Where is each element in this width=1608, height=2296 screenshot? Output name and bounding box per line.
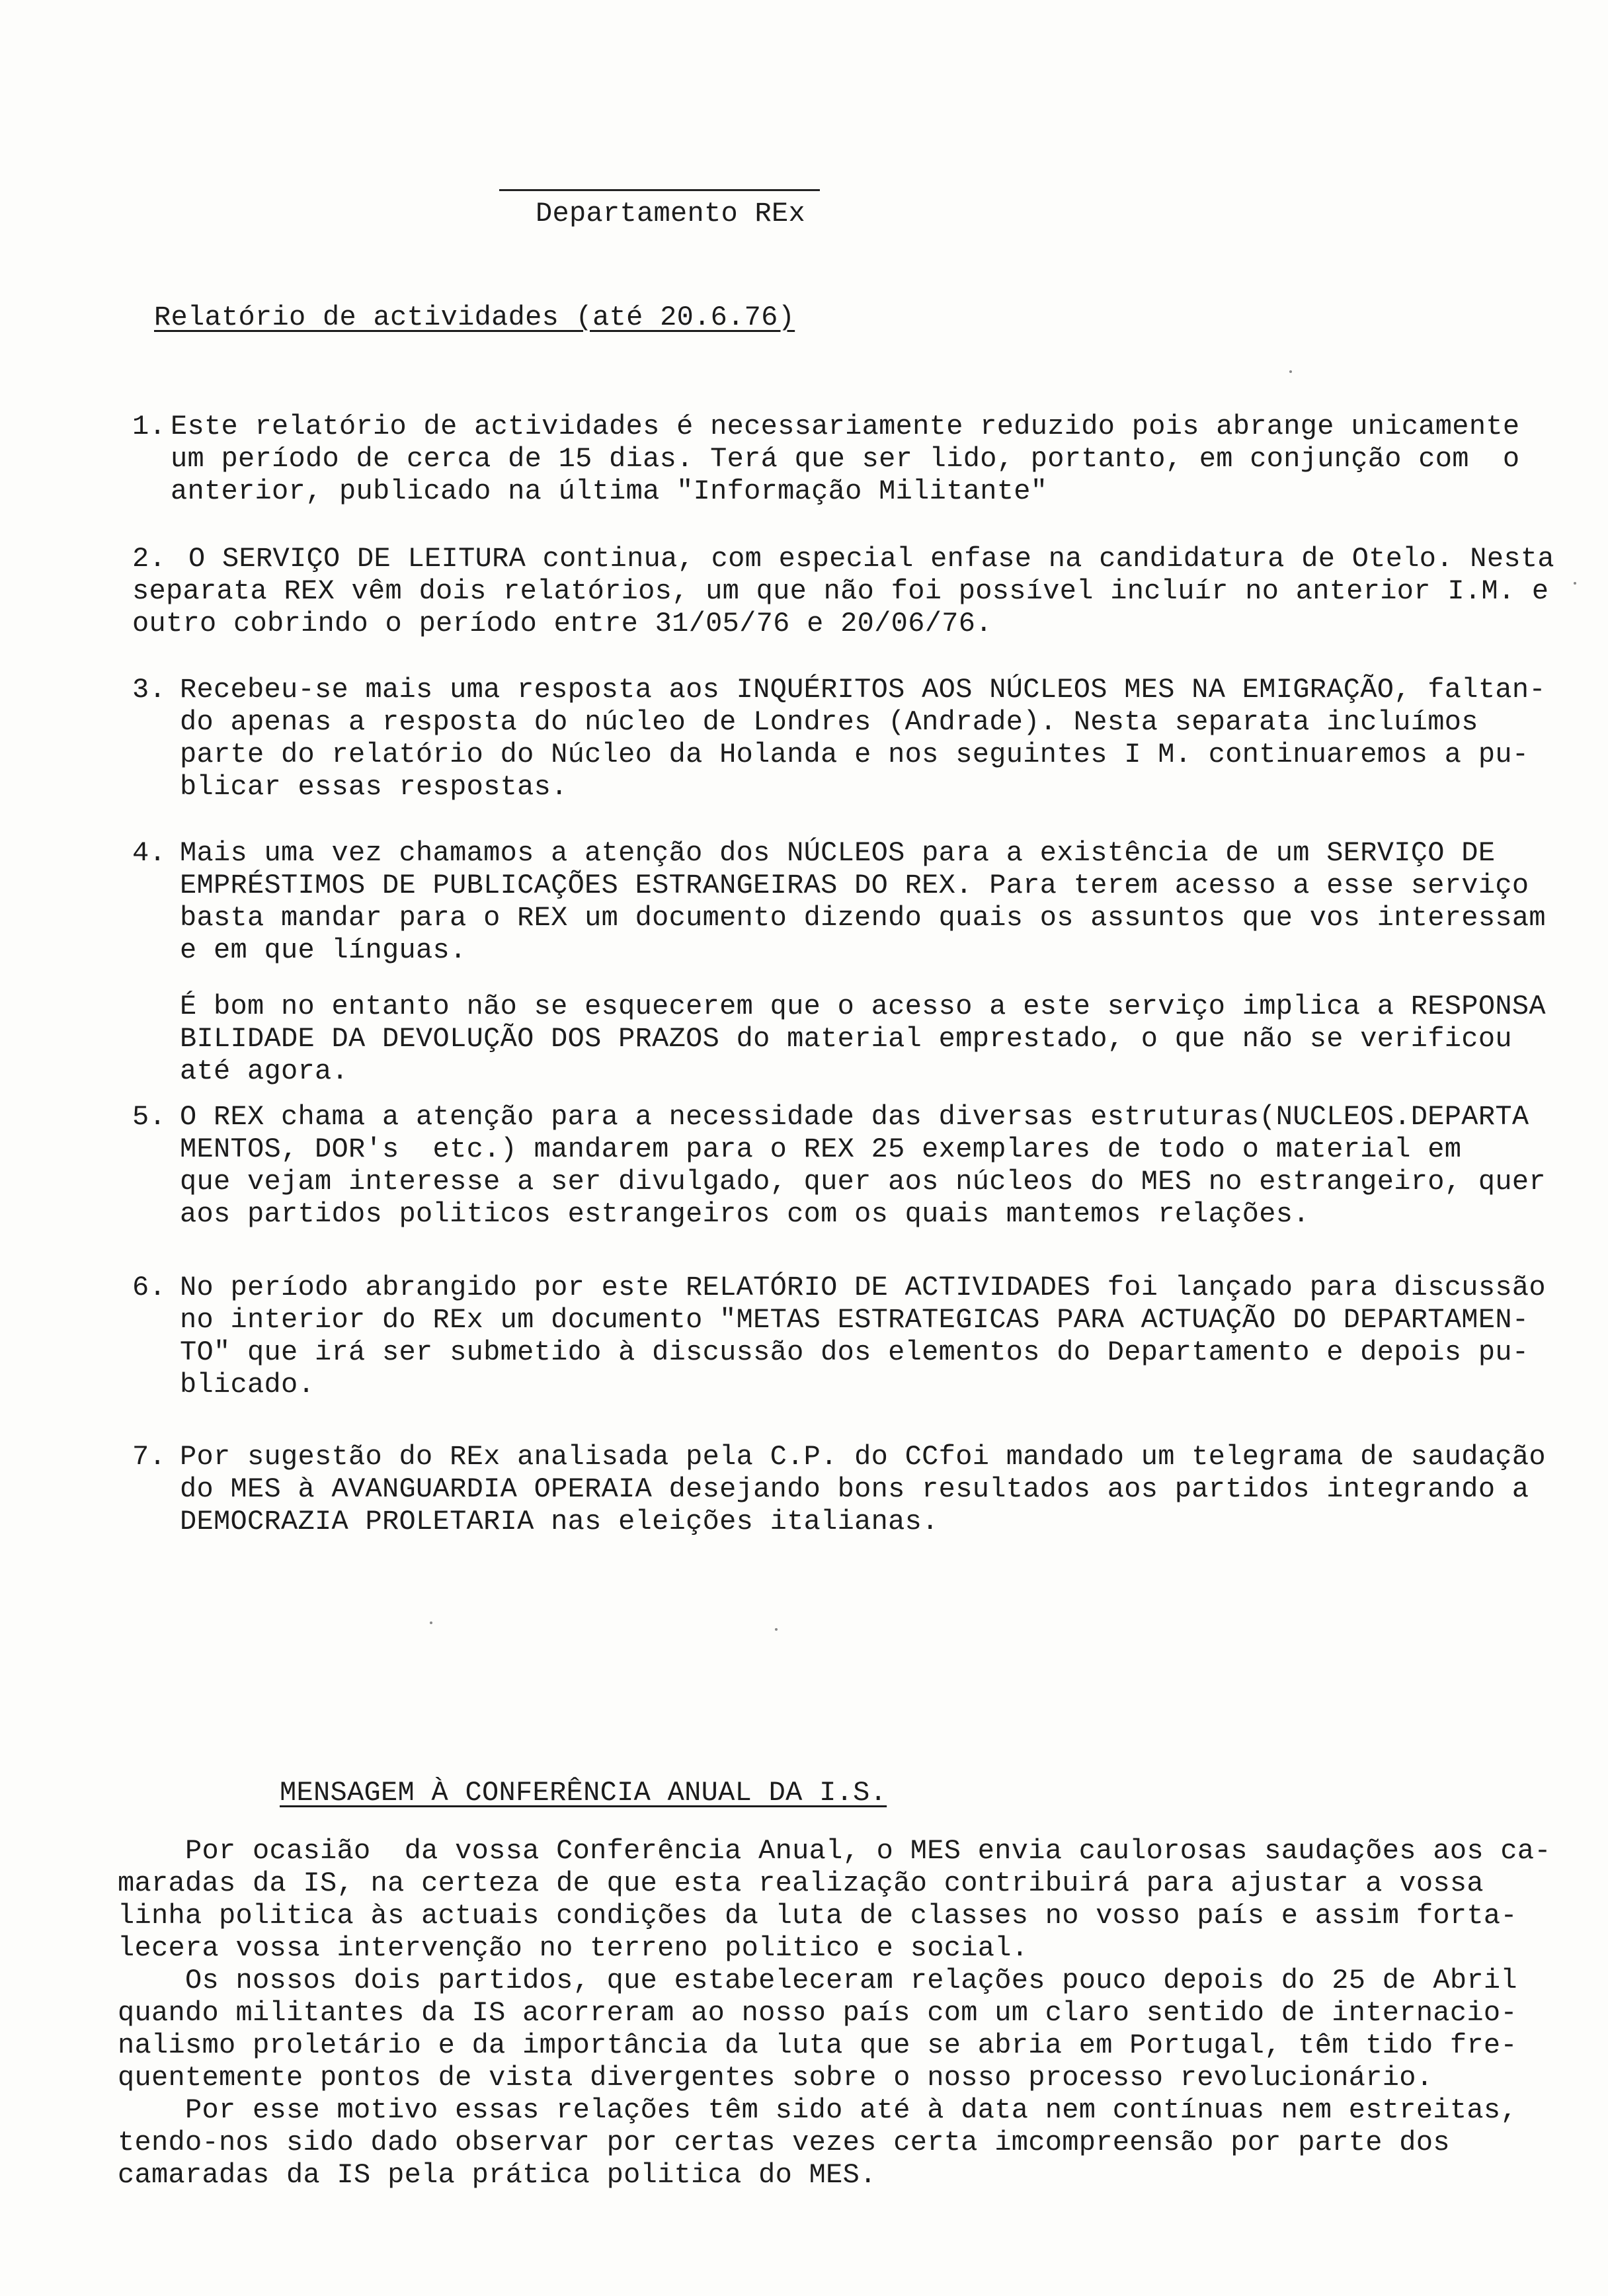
item-line: Recebeu-se mais uma resposta aos INQUÉRITOS AOS NÚCLEOS MES NA EMIGRAÇÃO, faltan- [180, 674, 1546, 706]
item-line: DEMOCRAZIA PROLETARIA nas eleições italianas. [180, 1506, 939, 1538]
item-line: aos partidos politicos estrangeiros com os quais mantemos relações. [180, 1198, 1310, 1230]
message-line: Por esse motivo essas relações têm sido até à data nem contínuas nem estreitas, [118, 2094, 1517, 2126]
scan-speck [430, 1621, 432, 1624]
message-line: tendo-nos sido dado observar por certas vezes certa imcompreensão por parte dos [118, 2127, 1450, 2158]
item-line: BILIDADE DA DEVOLUÇÃO DOS PRAZOS do material emprestado, o que não se verificou [180, 1023, 1512, 1055]
item-line: no interior do REx um documento "METAS ESTRATEGICAS PARA ACTUAÇÃO DO DEPARTAMEN- [180, 1304, 1529, 1336]
scan-speck [1574, 582, 1576, 585]
item-line: do MES à AVANGUARDIA OPERAIA desejando bons resultados aos partidos integrando a [180, 1473, 1529, 1505]
message-line: Por ocasião da vossa Conferência Anual, o MES envia caulorosas saudações aos ca- [118, 1835, 1551, 1867]
item-number: 7. [132, 1441, 167, 1473]
message-line: linha politica às actuais condições da luta de classes no vosso país e assim forta- [118, 1900, 1517, 1932]
item-line: Este relatório de actividades é necessariamente reduzido pois abrange unicamente [171, 411, 1520, 442]
item-line: basta mandar para o REX um documento dizendo quais os assuntos que vos interessam [180, 902, 1546, 934]
item-line: O SERVIÇO DE LEITURA continua, com especial enfase na candidatura de Otelo. Nesta [188, 543, 1554, 575]
message-heading: MENSAGEM À CONFERÊNCIA ANUAL DA I.S. [280, 1777, 887, 1809]
item-line: No período abrangido por este RELATÓRIO DE ACTIVIDADES foi lançado para discussão [180, 1272, 1546, 1303]
item-line: blicar essas respostas. [180, 771, 568, 803]
message-line: Os nossos dois partidos, que estabeleceram relações pouco depois do 25 de Abril [118, 1965, 1517, 1996]
message-line: lecera vossa intervenção no terreno politico e social. [118, 1932, 1029, 1964]
header-rule [499, 189, 820, 191]
item-line: O REX chama a atenção para a necessidade das diversas estruturas(NUCLEOS.DEPARTA [180, 1101, 1529, 1133]
item-line: blicado. [180, 1369, 315, 1401]
item-line: MENTOS, DOR's etc.) mandarem para o REX 25 exemplares de todo o material em [180, 1133, 1462, 1165]
item-line: até agora. [180, 1055, 349, 1087]
item-line: parte do relatório do Núcleo da Holanda e nos seguintes I M. continuaremos a pu- [180, 739, 1529, 770]
message-line: camaradas da IS pela prática politica do MES. [118, 2159, 877, 2191]
message-line: maradas da IS, na certeza de que esta realização contribuirá para ajustar a vossa [118, 1867, 1484, 1899]
item-line: Por sugestão do REx analisada pela C.P. do CCfoi mandado um telegrama de saudação [180, 1441, 1546, 1473]
item-number: 2. [132, 543, 167, 575]
item-line: separata REX vêm dois relatórios, um que não foi possível incluír no anterior I.M. e [132, 575, 1549, 607]
item-line: Mais uma vez chamamos a atenção dos NÚCLEOS para a existência de um SERVIÇO DE [180, 837, 1496, 869]
item-line: outro cobrindo o período entre 31/05/76 e 20/06/76. [132, 608, 992, 639]
item-line: que vejam interesse a ser divulgado, quer aos núcleos do MES no estrangeiro, quer [180, 1166, 1546, 1198]
department-heading: Departamento REx [536, 198, 806, 229]
item-line: anterior, publicado na última "Informação Militante" [171, 475, 1048, 507]
item-number: 5. [132, 1101, 167, 1133]
item-line: do apenas a resposta do núcleo de Londres (Andrade). Nesta separata incluímos [180, 706, 1478, 738]
report-title: Relatório de actividades (até 20.6.76) [154, 302, 795, 333]
item-line: um período de cerca de 15 dias. Terá que ser lido, portanto, em conjunção com o [171, 443, 1520, 475]
item-number: 4. [132, 837, 167, 869]
message-line: quentemente pontos de vista divergentes sobre o nosso processo revolucionário. [118, 2062, 1433, 2094]
message-line: nalismo proletário e da importância da luta que se abria em Portugal, têm tido fre- [118, 2030, 1517, 2061]
item-line: EMPRÉSTIMOS DE PUBLICAÇÕES ESTRANGEIRAS DO REX. Para terem acesso a esse serviço [180, 870, 1529, 901]
scan-speck [775, 1628, 778, 1631]
scan-speck [1289, 370, 1292, 373]
item-line: É bom no entanto não se esquecerem que o acesso a este serviço implica a RESPONSA [180, 991, 1546, 1022]
item-line: TO" que irá ser submetido à discussão dos elementos do Departamento e depois pu- [180, 1336, 1529, 1368]
item-number: 1. [132, 411, 167, 442]
message-line: quando militantes da IS acorreram ao nosso país com um claro sentido de internacio- [118, 1997, 1517, 2029]
item-number: 6. [132, 1272, 167, 1303]
item-line: e em que línguas. [180, 934, 467, 966]
item-number: 3. [132, 674, 167, 706]
